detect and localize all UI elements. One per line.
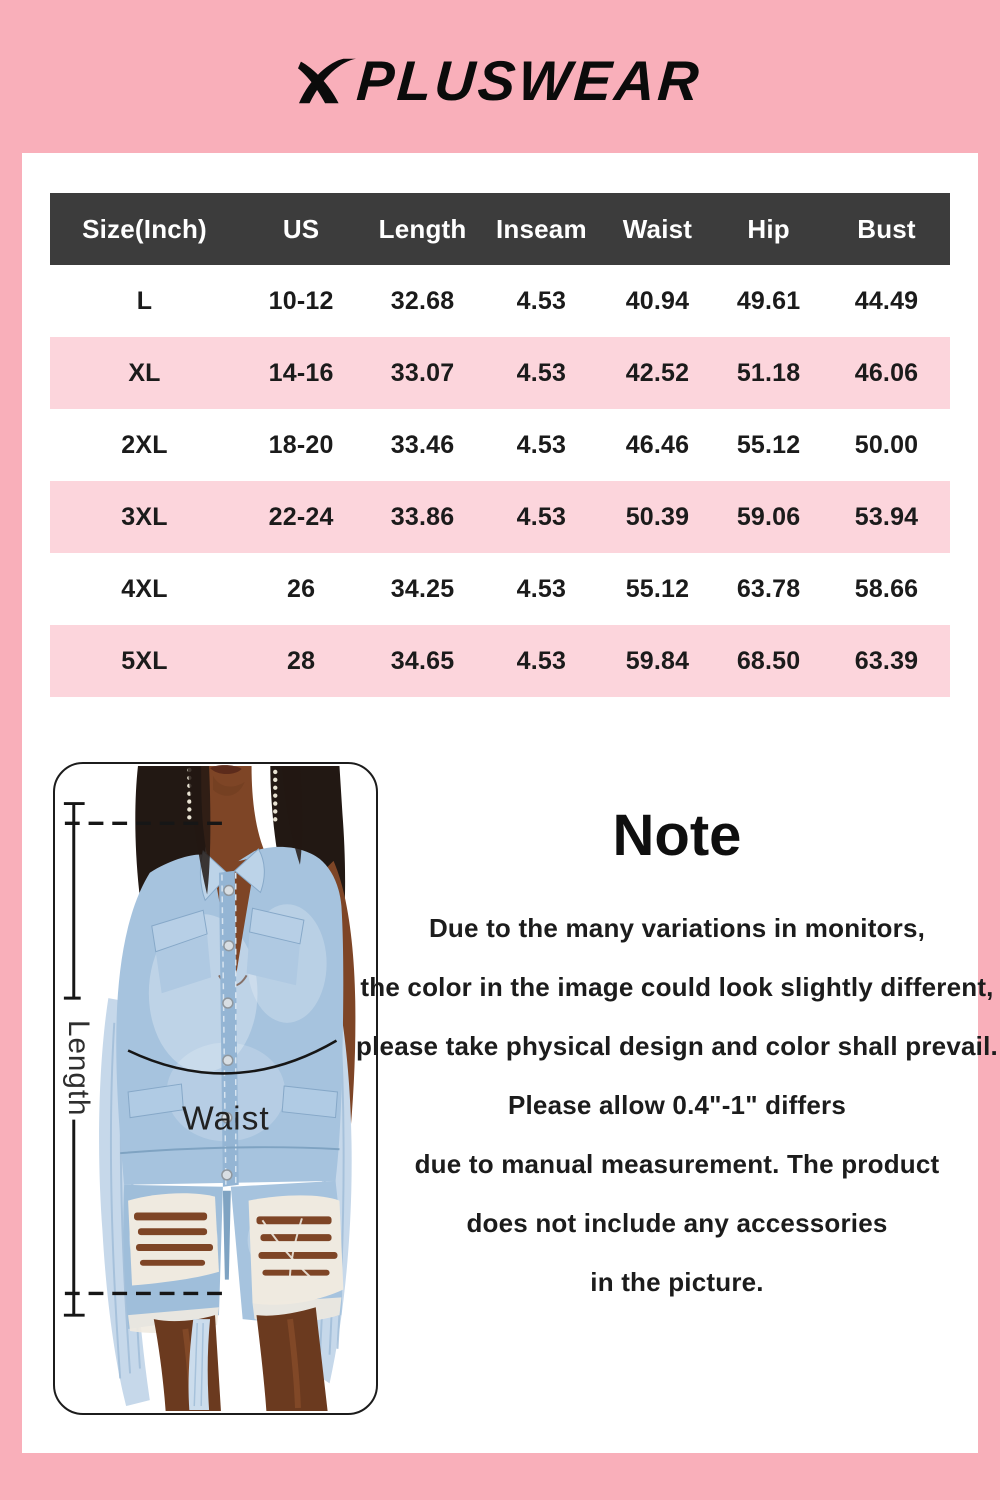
table-cell: 42.52 [625,358,690,387]
note-line: does not include any accessories [466,1208,888,1238]
table-row [50,337,950,409]
waist-label: Waist [182,1100,270,1138]
table-cell: 63.78 [736,574,801,603]
table-cell: 22-24 [268,502,334,531]
table-header-row [50,193,950,265]
brand-logo [298,48,704,113]
note-line: the color in the image could look slightly different, [360,972,994,1002]
table-cell: 5XL [121,646,168,675]
table-cell: 63.39 [854,646,919,675]
table-cell: 44.49 [854,286,919,315]
table-cell: 4.53 [516,502,567,531]
table-cell: XL [128,358,161,387]
logo-bar [0,0,1000,153]
table-cell: 4.53 [516,286,567,315]
table-cell: 46.06 [854,358,919,387]
table-header-cell: Waist [622,213,693,244]
table-cell: 68.50 [736,646,801,675]
table-cell: 46.46 [625,430,690,459]
table-row [50,553,950,625]
table-cell: 33.86 [390,502,455,531]
table-cell: 51.18 [736,358,801,387]
table-cell: L [136,286,153,315]
table-cell: 58.66 [854,574,919,603]
table-row [50,625,950,697]
table-cell: 34.65 [390,646,455,675]
table-cell: 50.39 [625,502,690,531]
table-cell: 4.53 [516,646,567,675]
table-cell: 32.68 [390,286,455,315]
table-cell: 26 [286,574,316,603]
product-photo-frame [53,762,378,1415]
table-row [50,481,950,553]
table-header-cell: Bust [857,213,916,244]
table-cell: 59.06 [736,502,801,531]
table-cell: 3XL [121,502,168,531]
table-cell: 4.53 [516,358,567,387]
measurement-annotations [55,764,376,1413]
content-card [22,153,998,1453]
table-cell: 40.94 [625,286,690,315]
table-cell: 59.84 [625,646,690,675]
table-cell: 14-16 [268,358,334,387]
note-lines [352,899,1000,1312]
table-header-cell: Length [378,213,467,244]
table-cell: 10-12 [268,286,334,315]
table-cell: 53.94 [854,502,919,531]
size-table [50,193,950,697]
table-cell: 33.46 [390,430,455,459]
note-line: due to manual measurement. The product [414,1149,940,1179]
table-cell: 2XL [121,430,168,459]
note-title: Note [612,803,742,868]
table-row [50,265,950,337]
table-cell: 49.61 [736,286,801,315]
table-cell: 28 [286,646,316,675]
note-line: Please allow 0.4"-1" differs [507,1090,847,1120]
table-header-cell: US [282,213,320,244]
table-cell: 55.12 [736,430,801,459]
note-line: Due to the many variations in monitors, [428,913,926,943]
waist-line [128,1041,336,1074]
brand-logo-text: PLUSWEAR [355,49,704,112]
length-label: Length [61,1019,95,1117]
brand-x-icon [298,58,356,104]
table-cell: 4.53 [516,430,567,459]
table-header-cell: Size(Inch) [82,213,207,244]
table-cell: 55.12 [625,574,690,603]
table-cell: 33.07 [390,358,455,387]
table-row [50,409,950,481]
table-cell: 4XL [121,574,168,603]
table-cell: 4.53 [516,574,567,603]
table-cell: 18-20 [268,430,334,459]
note-line: in the picture. [590,1267,764,1297]
table-header-cell: Hip [747,213,790,244]
table-cell: 50.00 [854,430,919,459]
table-cell: 34.25 [390,574,455,603]
table-header-cell: Inseam [495,213,587,244]
note-line: please take physical design and color shall prevail. [356,1031,998,1061]
note-section [352,801,1000,1312]
